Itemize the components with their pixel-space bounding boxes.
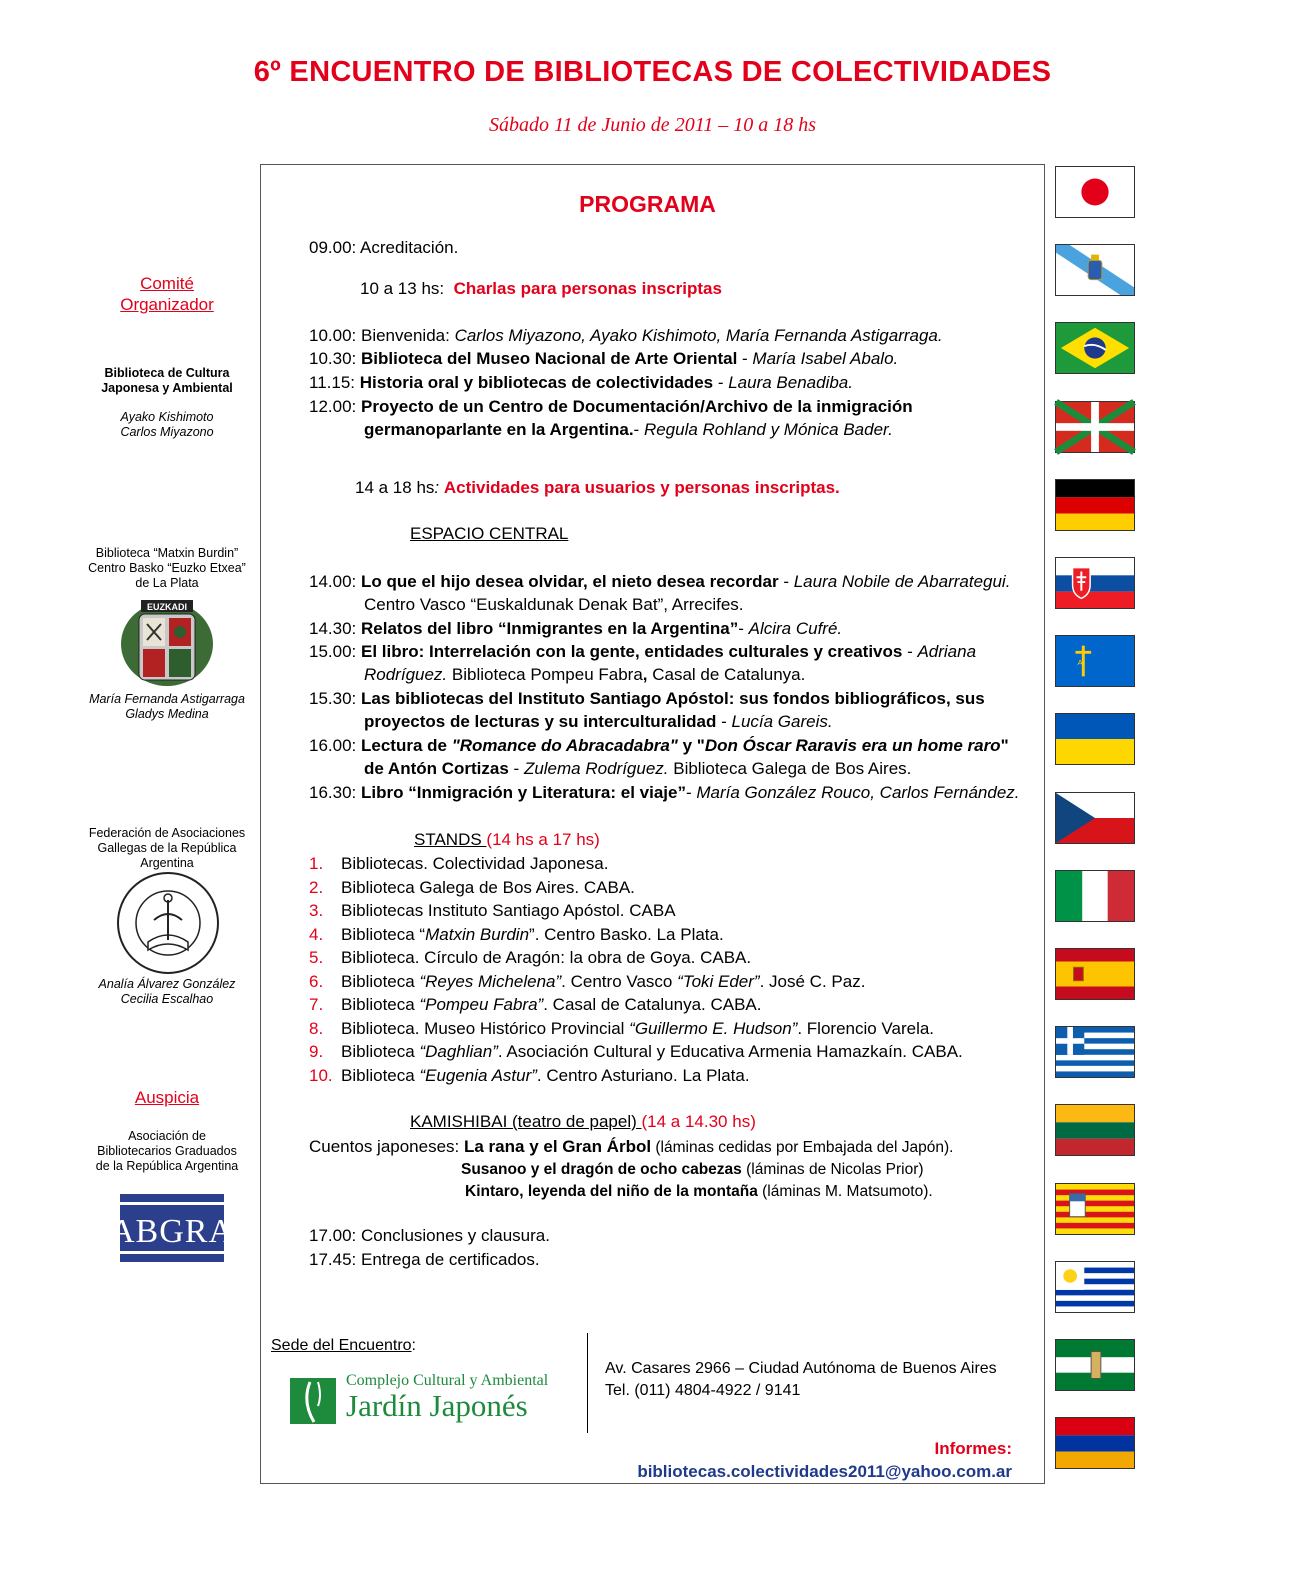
afternoon-colon: :: [434, 478, 440, 497]
t1430-time: 14.30:: [309, 619, 357, 638]
item-1745: 17.45: Entrega de certificados.: [309, 1250, 540, 1269]
stands-heading: [414, 829, 600, 851]
phone: Tel. (011) 4804-4922 / 9141: [605, 1382, 801, 1399]
sede-label: Sede del Encuentro: [271, 1337, 412, 1354]
stand-text-2: . Centro Vasco: [561, 971, 678, 991]
item-1400: [309, 571, 1010, 593]
comite-heading: [80, 273, 254, 315]
kamishibai-time: (14 a 14.30 hs): [641, 1112, 756, 1131]
footer-divider: [587, 1333, 588, 1433]
cuento-1: [309, 1136, 953, 1159]
informes-label: Informes:: [934, 1439, 1012, 1458]
t1500-place: Biblioteca Pompeu Fabra: [447, 665, 643, 684]
stand-text: Biblioteca. Círculo de Aragón: la obra de Goya. CABA.: [341, 948, 752, 967]
comite-line1: Comité: [140, 274, 194, 293]
morning-title: Charlas para personas inscriptas: [453, 279, 722, 298]
stands-label: STANDS: [414, 830, 487, 849]
item-1630: [309, 782, 1020, 804]
t1500-time: 15.00:: [309, 642, 357, 661]
t1630-title: Libro “Inmigración y Literatura: el viaje”: [361, 783, 686, 802]
flag-japan-icon: [1055, 166, 1135, 218]
t1630-time: 16.30:: [309, 783, 357, 802]
stand-name: Matxin Burdin: [425, 924, 530, 944]
t1115-people: Laura Benadiba.: [728, 373, 853, 392]
org3-people: [80, 977, 254, 1007]
stand-text-2: . Florencio Varela.: [797, 1018, 935, 1038]
stand-text: Biblioteca Galega de Bos Aires. CABA.: [341, 877, 635, 897]
org1-line1: Biblioteca de Cultura: [104, 366, 230, 380]
t1400-sep: -: [778, 572, 794, 591]
stand-number: 10.: [309, 1065, 333, 1085]
morning-time: 10 a 13 hs:: [360, 279, 445, 298]
stand-name: “Guillermo E. Hudson”: [629, 1018, 798, 1038]
t1600-f: de Antón Cortizas: [364, 759, 509, 778]
jardin-japones-mark: [288, 1376, 338, 1426]
auspicia-heading: [80, 1087, 254, 1108]
item-1600-cont: [364, 758, 911, 780]
org-abgra: [80, 1129, 254, 1174]
org-federacion-gallegas: [80, 826, 254, 871]
t1530-title: Las bibliotecas del Instituto Santiago Apóstol: sus fondos bibliográficos, sus: [361, 689, 985, 708]
svg-text:EUZKADI: EUZKADI: [147, 602, 187, 612]
t1600-e: ": [1000, 736, 1009, 755]
stand-item: [309, 853, 608, 875]
flag-lithuania-icon: [1055, 1104, 1135, 1156]
org4-line2: Bibliotecarios Graduados: [97, 1144, 237, 1158]
flag-germany-icon: [1055, 479, 1135, 531]
t1530-sep: -: [716, 712, 732, 731]
stand-text-3: . José C. Paz.: [759, 971, 866, 991]
t1600-sep: -: [508, 759, 524, 778]
stand-number: 4.: [309, 924, 324, 944]
t1400-place: Centro Vasco “Euskaldunak Denak Bat”, Arrecifes.: [364, 595, 744, 614]
stand-text: Biblioteca: [341, 1065, 420, 1085]
org1-person1: Ayako Kishimoto: [120, 410, 214, 424]
event-date: Sábado 11 de Junio de 2011 – 10 a 18 hs: [488, 114, 816, 136]
flag-aragon-icon: [1055, 1183, 1135, 1235]
org2-line2: Centro Basko “Euzko Etxea”: [88, 561, 246, 575]
org2-person2: Gladys Medina: [125, 707, 209, 721]
kamishibai-label: KAMISHIBAI (teatro de papel): [410, 1112, 642, 1131]
t1430-sep: -: [738, 619, 749, 638]
sede-heading: [271, 1337, 416, 1355]
stand-item: [309, 1041, 963, 1063]
t1000-people: Carlos Miyazono, Ayako Kishimoto, María Fernanda Astigarraga.: [454, 326, 943, 345]
stand-item: [309, 1018, 934, 1040]
t1430-title: Relatos del libro “Inmigrantes en la Argentina”: [361, 619, 739, 638]
stand-number: 8.: [309, 1018, 324, 1038]
stand-item: [309, 947, 751, 969]
flag-armenia-icon: [1055, 1417, 1135, 1469]
cuento1-note: (láminas cedidas por Embajada del Japón).: [651, 1139, 954, 1156]
org3-person2: Cecilia Escalhao: [120, 992, 214, 1006]
item-1030: [309, 348, 898, 370]
item-1200-cont: [364, 419, 893, 441]
t1600-b: "Romance do Abracadabra": [451, 736, 678, 755]
org3-line2: Gallegas de la República: [97, 841, 237, 855]
t1200-title2: germanoparlante en la Argentina.: [364, 420, 634, 439]
flag-andalusia-icon: [1055, 1339, 1135, 1391]
org2-person1: María Fernanda Astigarraga: [89, 692, 245, 706]
t1600-a: Lectura de: [361, 736, 452, 755]
t1600-time: 16.00:: [309, 736, 357, 755]
stand-name-2: “Toki Eder”: [677, 971, 760, 991]
cuentos-label: Cuentos japoneses:: [309, 1137, 464, 1156]
cuento2-title: Susanoo y el dragón de ocho cabezas: [461, 1161, 742, 1178]
abgra-logo: [109, 1194, 235, 1262]
org3-line1: Federación de Asociaciones: [88, 826, 246, 840]
org4-line1: Asociación de: [128, 1129, 206, 1143]
org2-line3: de La Plata: [135, 576, 199, 590]
t1400-people: Laura Nobile de Abarrategui.: [793, 572, 1011, 591]
stand-number: 7.: [309, 995, 324, 1014]
item-1115: [309, 372, 853, 394]
t1530-time: 15.30:: [309, 689, 357, 708]
org3-person1: Analía Álvarez González: [98, 977, 236, 991]
address: Av. Casares 2966 – Ciudad Autónoma de Buenos Aires: [605, 1360, 997, 1377]
t1500-place2: Casal de Catalunya.: [647, 665, 806, 684]
stand-text: Bibliotecas. Colectividad Japonesa.: [341, 854, 609, 873]
t1030-people: María Isabel Abalo.: [752, 349, 899, 368]
logo-line2: Jardín Japonés: [346, 1388, 528, 1423]
stand-number: 2.: [309, 877, 324, 897]
stand-name: “Reyes Michelena”: [419, 971, 562, 991]
comite-line2: Organizador: [120, 295, 214, 314]
stand-text: Biblioteca: [341, 1042, 420, 1061]
flag-spain-icon: [1055, 948, 1135, 1000]
org4-line3: de la República Argentina: [95, 1159, 239, 1173]
flag-asturias-icon: [1055, 635, 1135, 687]
stand-text-2: . Centro Asturiano. La Plata.: [536, 1065, 750, 1085]
t1000-time: 10.00: Bienvenida:: [309, 326, 450, 345]
t1530-title2: proyectos de lecturas y su interculturalidad: [364, 712, 717, 731]
stand-item: [309, 1065, 750, 1087]
org1-person2: Carlos Miyazono: [120, 425, 214, 439]
page-title: 6º ENCUENTRO DE BIBLIOTECAS DE COLECTIVIDADES: [253, 56, 1052, 88]
contact-email[interactable]: bibliotecas.colectividades2011@yahoo.com.ar: [637, 1462, 1012, 1481]
cuento2-note: (láminas de Nicolas Prior): [741, 1161, 924, 1178]
t1500-sep: -: [902, 642, 918, 661]
item-1530-cont: [364, 711, 833, 733]
flag-basque-country-icon: [1055, 401, 1135, 453]
t1400-title: Lo que el hijo desea olvidar, el nieto desea recordar: [361, 572, 779, 591]
stand-text: Biblioteca: [341, 971, 420, 991]
programa-heading: PROGRAMA: [579, 191, 716, 217]
stand-number: 5.: [309, 948, 324, 967]
t1030-title: Biblioteca del Museo Nacional de Arte Oriental: [361, 349, 738, 368]
org-japonesa: [80, 366, 254, 440]
stand-number: 6.: [309, 971, 324, 991]
stand-item: [309, 994, 762, 1016]
stands-time: (14 hs a 17 hs): [486, 830, 600, 849]
cuento1-title: La rana y el Gran Árbol: [464, 1137, 652, 1156]
item-1500: [309, 641, 976, 663]
item-1500-cont: [364, 664, 805, 686]
stand-name: “Eugenia Astur”: [419, 1065, 537, 1085]
flag-ukraine-icon: [1055, 713, 1135, 765]
t1600-place: Biblioteca Galega de Bos Aires.: [668, 759, 912, 778]
t1500-people2: Rodríguez.: [364, 665, 448, 684]
item-1200: [309, 396, 913, 418]
stand-name: “Daghlian”: [419, 1042, 498, 1061]
stand-text-2: ”. Centro Basko. La Plata.: [529, 924, 724, 944]
flag-czech-republic-icon: [1055, 792, 1135, 844]
stand-text-2: . Casal de Catalunya. CABA.: [543, 995, 762, 1014]
t1600-people: Zulema Rodríguez.: [523, 759, 669, 778]
item-1600: [309, 735, 1009, 757]
cuento-2: [461, 1158, 924, 1181]
flag-slovakia-icon: [1055, 557, 1135, 609]
stand-item: [309, 924, 724, 946]
org3-line3: Argentina: [140, 856, 194, 870]
svg-text:ABGRA: ABGRA: [109, 1213, 235, 1250]
t1500-title: El libro: Interrelación con la gente, entidades culturales y creativos: [361, 642, 903, 661]
stand-number: 1.: [309, 854, 324, 873]
t1500-comma: ,: [642, 665, 648, 684]
afternoon-heading: [355, 477, 840, 499]
t1200-sep: -: [633, 420, 644, 439]
item-1700: 17.00: Conclusiones y clausura.: [309, 1226, 550, 1245]
stand-item: [309, 971, 865, 993]
afternoon-time: 14 a 18 hs: [355, 478, 435, 497]
t1530-people: Lucía Gareis.: [731, 712, 833, 731]
item-1000: [309, 325, 943, 347]
stand-item: [309, 877, 635, 899]
euzko-etxea-logo: [117, 594, 217, 689]
org-matxin-burdin: [80, 546, 254, 591]
org2-line1: Biblioteca “Matxin Burdin”: [95, 546, 239, 560]
t1200-people: Regula Rohland y Mónica Bader.: [643, 420, 893, 439]
jardin-japones-logo: [288, 1372, 558, 1428]
cuento3-title: Kintaro, leyenda del niño de la montaña: [465, 1183, 758, 1200]
stand-number: 3.: [309, 901, 324, 920]
t1115-time: 11.15:: [309, 373, 356, 392]
t1115-sep: -: [713, 373, 729, 392]
auspicia-label: Auspicia: [134, 1088, 200, 1107]
t1200-time: 12.00:: [309, 397, 357, 416]
stand-text: Biblioteca: [341, 995, 420, 1014]
svg-text:A: A: [1077, 658, 1083, 668]
t1115-title: Historia oral y bibliotecas de colectividades: [359, 373, 714, 392]
flag-galicia-icon: [1055, 244, 1135, 296]
stand-text-2: . Asociación Cultural y Educativa Armenia Hamazkaín. CABA.: [497, 1042, 963, 1061]
federacion-gallegas-logo: [114, 870, 222, 976]
espacio-central-heading: ESPACIO CENTRAL: [410, 524, 569, 543]
t1600-c: y ": [677, 736, 705, 755]
stand-number: 9.: [309, 1042, 324, 1061]
acreditacion: 09.00: Acreditación.: [309, 238, 459, 257]
t1400-time: 14.00:: [309, 572, 357, 591]
cuento3-note: (láminas M. Matsumoto).: [757, 1183, 933, 1200]
flag-uruguay-icon: [1055, 1261, 1135, 1313]
afternoon-title: Actividades para usuarios y personas inscriptas.: [443, 478, 840, 497]
t1030-time: 10.30:: [309, 349, 357, 368]
sede-colon: :: [411, 1337, 416, 1354]
stand-text: Bibliotecas Instituto Santiago Apóstol. CABA: [341, 901, 676, 920]
t1630-sep: -: [685, 783, 697, 802]
stand-name: “Pompeu Fabra”: [419, 995, 544, 1014]
flag-italy-icon: [1055, 870, 1135, 922]
item-1530: [309, 688, 985, 710]
stand-item: [309, 900, 676, 922]
logo-line1: Complejo Cultural y Ambiental: [346, 1372, 549, 1389]
t1500-people1: Adriana: [917, 642, 977, 661]
flag-greece-icon: [1055, 1026, 1135, 1078]
flag-brazil-icon: [1055, 322, 1135, 374]
t1630-people: María González Rouco, Carlos Fernández.: [696, 783, 1020, 802]
cuento-3: [465, 1180, 933, 1203]
item-1430: [309, 618, 842, 640]
t1030-sep: -: [737, 349, 753, 368]
stand-text: Biblioteca. Museo Histórico Provincial: [341, 1018, 630, 1038]
t1600-d: Don Óscar Raravis era un home raro: [704, 736, 1001, 755]
kamishibai-heading: [410, 1111, 756, 1133]
t1200-title: Proyecto de un Centro de Documentación/Archivo de la inmigración: [361, 397, 913, 416]
t1430-people: Alcira Cufré.: [748, 619, 843, 638]
org1-line2: Japonesa y Ambiental: [101, 381, 233, 395]
morning-heading: [360, 278, 722, 300]
org2-people: [80, 692, 254, 722]
stand-text: Biblioteca “: [341, 924, 426, 944]
